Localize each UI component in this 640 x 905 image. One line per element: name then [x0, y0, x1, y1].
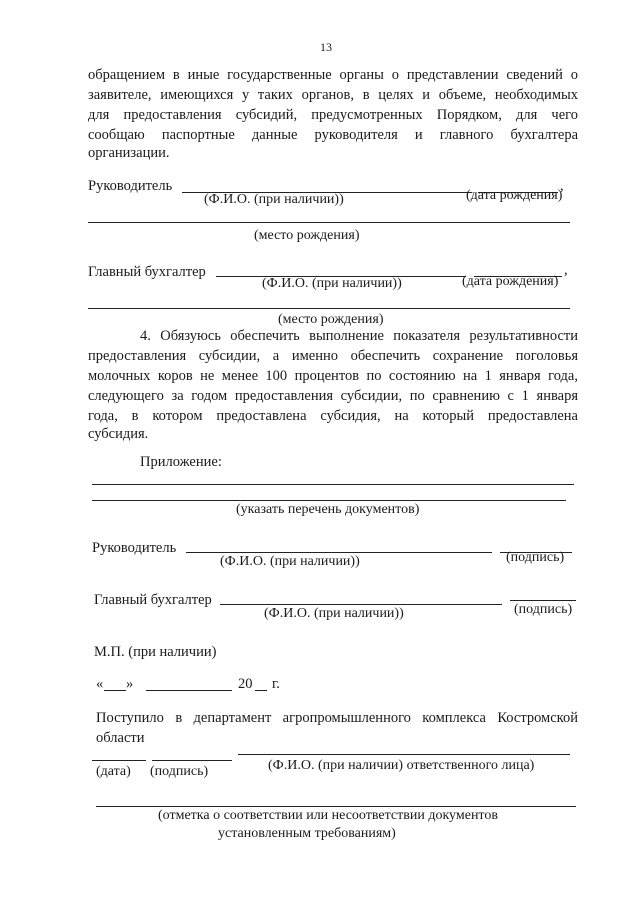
- sign-head-label: Руководитель: [92, 540, 177, 556]
- sign-head-sign-caption: (подпись): [506, 550, 565, 565]
- receipt-sign-line[interactable]: [152, 760, 232, 761]
- sign-accountant-fio-caption: (Ф.И.О. (при наличии)): [264, 606, 404, 621]
- sign-head-fio-line[interactable]: [186, 552, 492, 553]
- accountant-birthdate-caption: (дата рождения): [462, 274, 559, 289]
- receipt-mark-caption-1: (отметка о соответствии или несоответствии документов: [158, 808, 498, 823]
- receipt-mark-caption-2: установленным требованиям): [218, 826, 396, 841]
- intro-line-5: организации.: [88, 145, 170, 161]
- date-month-line[interactable]: [146, 690, 232, 691]
- head-birthplace-caption: (место рождения): [254, 228, 360, 243]
- head-label: Руководитель: [88, 178, 173, 194]
- date-year-prefix: 20: [238, 676, 253, 692]
- receipt-sign-caption: (подпись): [150, 764, 209, 779]
- intro-line-4: сообщаю паспортные данные руководителя и главного бухгалтера: [88, 127, 578, 143]
- attachment-caption: (указать перечень документов): [236, 502, 420, 517]
- sign-accountant-fio-line[interactable]: [220, 604, 502, 605]
- accountant-label: Главный бухгалтер: [88, 264, 206, 280]
- date-day-line[interactable]: [104, 690, 126, 691]
- receipt-date-line[interactable]: [92, 760, 146, 761]
- sign-accountant-label: Главный бухгалтер: [94, 592, 212, 608]
- receipt-line-1: Поступило в департамент агропромышленного комплекса Костромской: [96, 710, 578, 726]
- receipt-fio-caption: (Ф.И.О. (при наличии) ответственного лица): [268, 758, 535, 773]
- stamp-label: М.П. (при наличии): [94, 644, 217, 660]
- date-year-suffix: г.: [272, 676, 280, 692]
- attachment-line-1[interactable]: [92, 484, 574, 485]
- intro-line-3: для предоставления субсидий, предусмотренных Порядком, для чего: [88, 107, 578, 123]
- sign-accountant-sign-caption: (подпись): [514, 602, 573, 617]
- receipt-date-caption: (дата): [96, 764, 131, 779]
- item4-line-5: года, в котором предоставлена субсидия, на который предоставлена: [88, 408, 578, 424]
- intro-line-1: обращением в иные государственные органы о представлении сведений о: [88, 67, 578, 83]
- accountant-birthplace-caption: (место рождения): [278, 312, 384, 327]
- attachment-line-2[interactable]: [92, 500, 566, 501]
- date-quote-close: »: [126, 676, 134, 692]
- item4-line-6: субсидия.: [88, 426, 149, 442]
- accountant-comma: ,: [564, 262, 568, 278]
- head-birthplace-line[interactable]: [88, 222, 570, 223]
- item4-line-2: предоставления субсидии, а именно обеспечить сохранение поголовья: [88, 348, 578, 364]
- head-comma: ,: [560, 178, 564, 194]
- receipt-mark-line[interactable]: [96, 806, 576, 807]
- attachment-label: Приложение:: [140, 454, 222, 470]
- receipt-fio-line[interactable]: [238, 754, 570, 755]
- date-year-line[interactable]: [255, 690, 267, 691]
- accountant-fio-caption: (Ф.И.О. (при наличии)): [262, 276, 402, 291]
- sign-accountant-signature-line[interactable]: [510, 600, 576, 601]
- head-fio-caption: (Ф.И.О. (при наличии)): [204, 192, 344, 207]
- item4-line-3: молочных коров не менее 100 процентов по состоянию на 1 января года,: [88, 368, 578, 384]
- head-birthdate-caption: (дата рождения): [466, 188, 563, 203]
- date-quote-open: «: [96, 676, 104, 692]
- page-number: 13: [320, 40, 332, 54]
- item4-line-1: 4. Обязуюсь обеспечить выполнение показателя результативности: [140, 328, 578, 344]
- sign-head-fio-caption: (Ф.И.О. (при наличии)): [220, 554, 360, 569]
- intro-line-2: заявителе, имеющихся у таких органов, в целях и объеме, необходимых: [88, 87, 578, 103]
- accountant-birthplace-line[interactable]: [88, 308, 570, 309]
- item4-line-4: следующего за годом предоставления субсидии, по сравнению с 1 января: [88, 388, 578, 404]
- receipt-line-2: области: [96, 730, 145, 746]
